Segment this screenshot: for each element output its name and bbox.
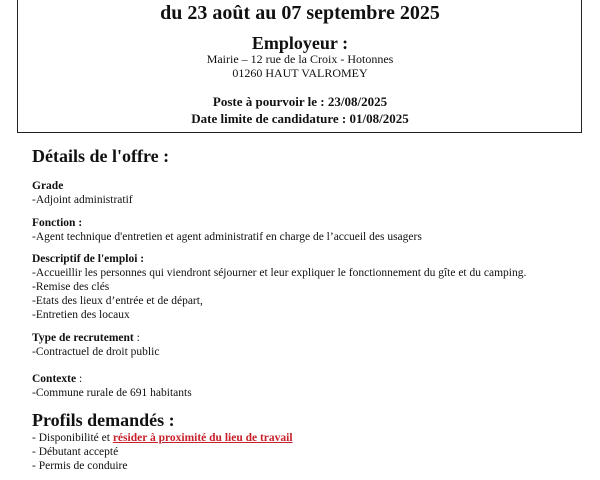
recrutement-value: -Contractuel de droit public (32, 346, 160, 358)
employer-address-line2: 01260 HAUT VALROMEY (232, 66, 368, 80)
descriptif-item: -Entretien des locaux (32, 309, 130, 321)
recrutement-label-colon: : (133, 332, 140, 344)
profil-item: - Permis de conduire (32, 460, 128, 472)
recrutement-label (32, 332, 140, 344)
employer-title: Employeur : (251, 33, 349, 53)
contexte-value: -Commune rurale de 691 habitants (32, 387, 192, 399)
fonction-label: Fonction : (32, 217, 83, 229)
details-heading: Détails de l'offre : (32, 146, 170, 166)
grade-value: -Adjoint administratif (32, 194, 133, 206)
contexte-label-text: Contexte (32, 373, 77, 385)
descriptif-item: -Remise des clés (32, 281, 110, 293)
profil-highlight: résider à proximité du lieu de travail (112, 432, 293, 444)
fonction-value: -Agent technique d'entretien et agent administratif en charge de l’accueil des usagers (32, 231, 422, 243)
profils-heading: Profils demandés : (32, 410, 175, 430)
contexte-label (32, 373, 82, 385)
profil-item: - Débutant accepté (32, 446, 119, 458)
deadline-date: Date limite de candidature : 01/08/2025 (191, 111, 409, 126)
descriptif-label: Descriptif de l'emploi : (32, 253, 145, 265)
employer-address-line1: Mairie – 12 rue de la Croix - Hotonnes (206, 52, 394, 66)
offer-dates: du 23 août au 07 septembre 2025 (160, 2, 440, 24)
grade-label: Grade (32, 180, 64, 192)
descriptif-item: -Etats des lieux d’entrée et de départ, (32, 295, 203, 307)
descriptif-item: -Accueillir les personnes qui viendront séjourner et leur expliquer le fonctionnement du gîte et du camping. (32, 267, 527, 279)
contexte-label-colon: : (76, 373, 83, 385)
poste-date: Poste à pourvoir le : 23/08/2025 (212, 94, 388, 109)
profil-item-text: - Disponibilité et (32, 432, 113, 444)
profil-item (32, 432, 293, 444)
recrutement-label-text: Type de recrutement (32, 332, 134, 344)
